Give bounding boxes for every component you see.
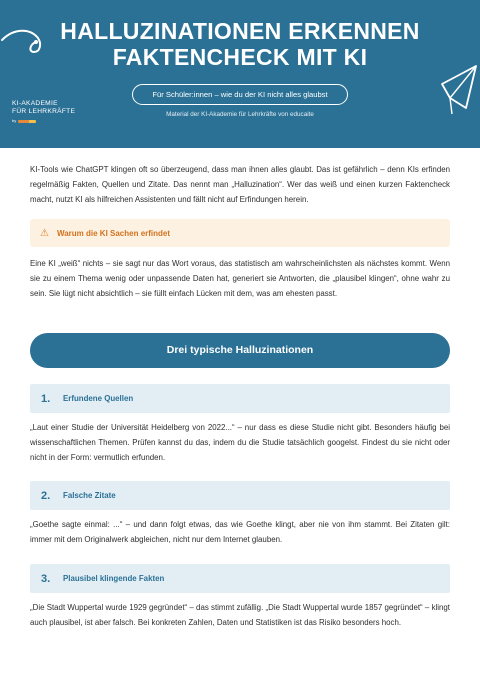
- logo-line-1: KI-AKADEMIE: [12, 100, 58, 107]
- logo-by: [12, 118, 75, 124]
- warning-title: Warum die KI Sachen erfindet: [56, 228, 171, 238]
- title-line-1: HALLUZINATIONEN ERKENNEN: [60, 18, 420, 44]
- section-1-heading: [30, 384, 450, 413]
- section-3-heading: [30, 564, 450, 593]
- section-1-text: „Laut einer Studie der Universität Heidelberg von 2022...“ – nur dass es diese Studie nicht gibt. Besonders häufig bei wissenschaftlichen Themen. Prüfen kannst du das, indem du die Studie tatsächlich googelst. Findest du sie nicht oder nicht in der Form: vermutlich erfunden.: [30, 423, 450, 462]
- warning-callout: [30, 219, 450, 247]
- intro-paragraph: KI-Tools wie ChatGPT klingen oft so überzeugend, dass man ihnen alles glaubt. Das ist gefährlich – denn KIs erfinden regelmäßig Fakten, Quellen und Zitate. Das nennt man „Halluzination“. Wer das weiß und einen kurzen Faktencheck macht, nutzt KI als hilfreichen Assistenten und fällt nicht auf Erfindungen herein.: [30, 165, 450, 204]
- subtitle-pill: Für Schüler:innen – wie du der KI nicht alles glaubst: [132, 84, 348, 105]
- section-3-number: 3.: [41, 572, 51, 585]
- section-2-text: „Goethe sagte einmal: ...“ – und dann folgt etwas, das wie Goethe klingt, aber nie von ihm stammt. Bei Zitaten gilt: immer mit dem Originalwerk abgleichen, nicht nur dem Internet glauben.: [30, 520, 450, 544]
- section-1-number: 1.: [41, 392, 51, 405]
- page-title: [0, 18, 480, 70]
- explanation-paragraph: Eine KI „weiß“ nichts – sie sagt nur das Wort voraus, das statistisch am wahrscheinlichsten als nächstes kommt. Wenn sie zu einem Thema wenig oder unpassende Daten hat, generiert sie Antworten, die „plausibel klingen“, ohne wahr zu sein. Sie lügt nicht absichtlich – sie füllt einfach Lücken mit dem, was am ehesten passt.: [30, 259, 450, 298]
- material-credit: Material der KI-Akademie für Lehrkräfte von educaite: [166, 111, 314, 118]
- header-banner: [0, 0, 480, 148]
- section-3-text: „Die Stadt Wuppertal wurde 1929 gegründet“ – das stimmt zufällig. „Die Stadt Wuppertal wurde 1857 gegründet“ – klingt auch plausibel, ist aber falsch. Bei konkreten Zahlen, Daten und Statistiken ist das Risiko besonders hoch.: [30, 603, 450, 627]
- section-1-title: Erfundene Quellen: [63, 394, 134, 403]
- title-line-2: FAKTENCHECK MIT KI: [112, 44, 368, 70]
- warning-icon: ⚠: [40, 227, 49, 239]
- section-3-title: Plausibel klingende Fakten: [63, 574, 165, 583]
- section-2-heading: [30, 481, 450, 510]
- logo-by-text: by: [12, 118, 17, 123]
- section-banner: Drei typische Halluzinationen: [30, 333, 450, 368]
- logo-line-2: FÜR LEHRKRÄFTE: [12, 108, 76, 115]
- section-2-number: 2.: [41, 489, 51, 502]
- educaite-logo-icon: [18, 120, 36, 123]
- section-2-title: Falsche Zitate: [63, 491, 116, 500]
- ki-akademie-logo: [12, 100, 75, 124]
